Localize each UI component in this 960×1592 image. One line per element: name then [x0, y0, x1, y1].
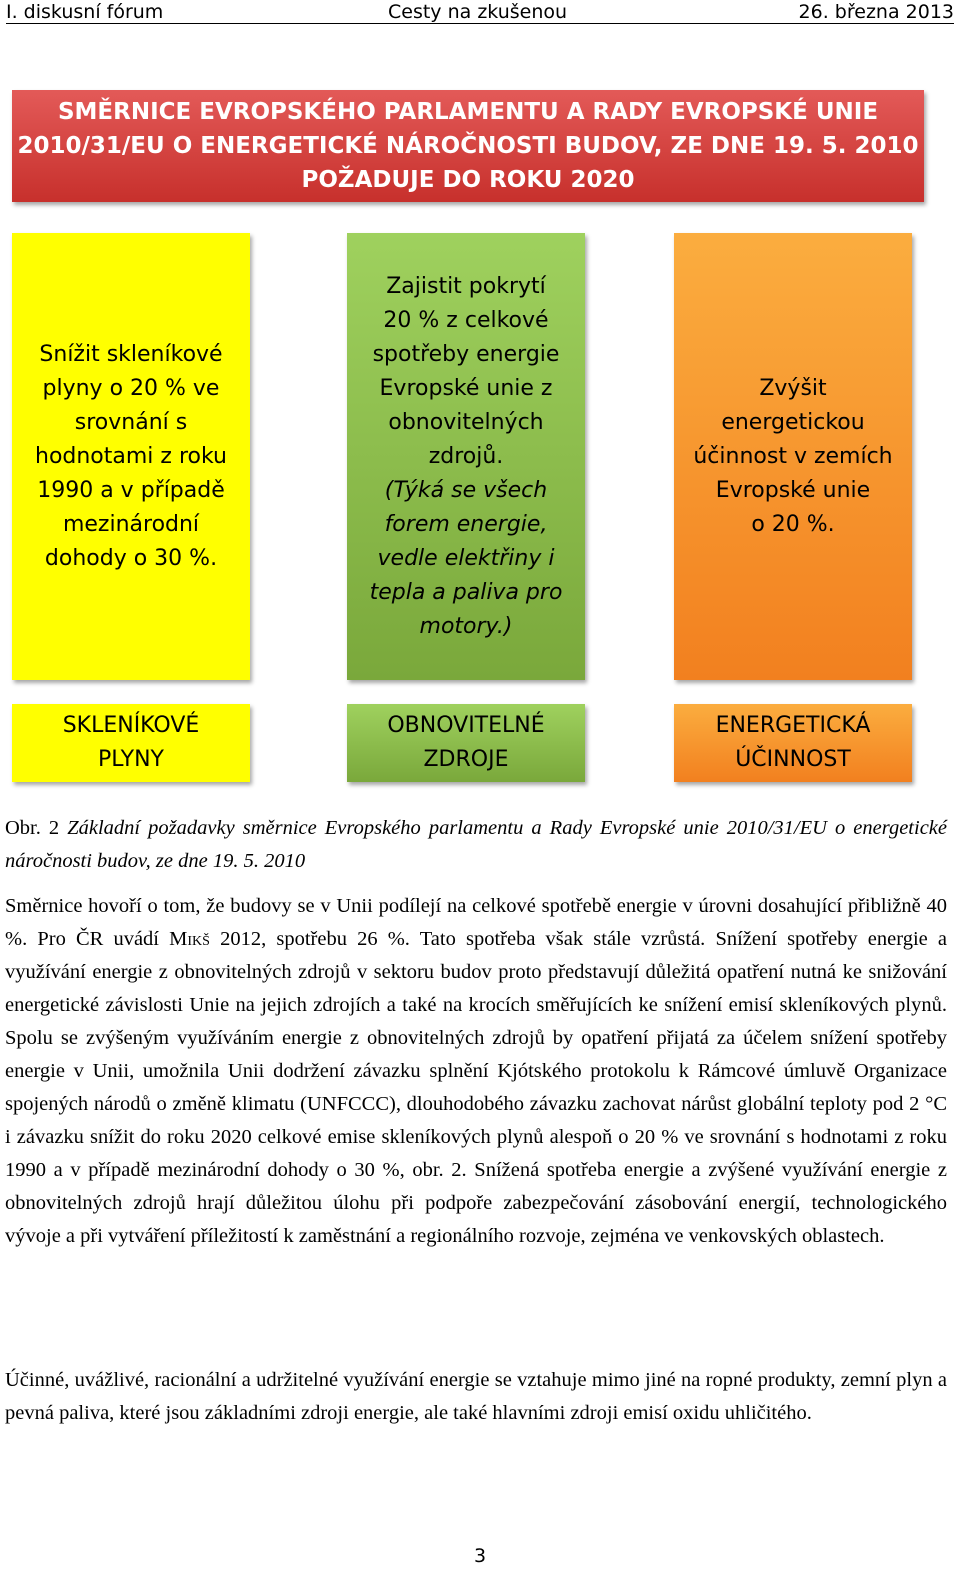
author-name: Mikš	[169, 928, 210, 950]
page-number: 3	[473, 1545, 487, 1567]
box-line: obnovitelných	[388, 409, 544, 435]
diagram-title-box	[12, 90, 924, 202]
box-note-line: (Týká se všech	[384, 477, 548, 503]
box-note-line: vedle elektřiny i	[377, 545, 555, 571]
box-line: 20 % z celkové	[383, 307, 549, 333]
box-line: Evropské unie	[715, 477, 871, 503]
box-line: o 20 %.	[751, 511, 835, 537]
renewables-label-box	[347, 704, 585, 782]
body-paragraph-2: Účinné, uvážlivé, racionální a udržitelné využívání energie se vztahuje mimo jiné na ropné produkty, zemní plyn a pevná paliva, které jsou základními zdroji energie, ale také hlavními zdroji emisí oxidu uhličitého.	[5, 1369, 947, 1424]
box-note-line: motory.)	[419, 613, 513, 639]
greenhouse-label-box	[12, 704, 250, 782]
title-line: 2010/31/EU O ENERGETICKÉ NÁROČNOSTI BUDOV, ZE DNE 19. 5. 2010	[17, 133, 919, 159]
directive-diagram	[0, 80, 960, 800]
title-line: POŽADUJE DO ROKU 2020	[301, 167, 635, 193]
box-line: srovnání s	[74, 409, 188, 435]
box-line: Snížit skleníkové	[39, 341, 223, 367]
header-center: Cesty na zkušenou	[388, 1, 568, 23]
box-line: Zvýšit	[759, 375, 827, 401]
figure-caption	[5, 812, 947, 878]
efficiency-label-box	[674, 704, 912, 782]
box-line: Zajistit pokrytí	[386, 273, 546, 299]
paragraph-text: 2012, spotřebu 26 %. Tato spotřeba však stále vzrůstá. Snížení spotřeby energie a využívání energie z obnovitelných zdrojů v sektoru budov proto představují důležitá opatření nutná ke snižování energetické závislosti Unie na jejich zdrojích a také na krocích směřujících ke snížení emisí skleníkových plynů. Spolu se zvýšeným využíváním energie z obnovitelných zdrojů by opatření přijatá za účelem snížení spotřeby energie v Unii, umožnila Unii dodržení závazku splnění Kjótského protokolu k Rámcové úmluvě Organizace spojených národů o změně klimatu (UNFCCC), dlouhodobého závazku zachovat nárůst globální teploty pod 2 °C i závazku snížit do roku 2020 celkové emise skleníkových plynů alespoň o 20 % ve srovnání s hodnotami z roku 1990 a v případě mezinárodní dohody o 30 %, obr. 2. Snížená spotřeba energie a zvýšené využívání energie z obnovitelných zdrojů hrají důležitou úlohu při podpoře zabezpečování zásobování energií, technologického vývoje a při vytváření příležitostí k zaměstnání a regionálního rozvoje, zejména ve venkovských oblastech.	[5, 928, 947, 1247]
paragraph-text: Směrnice hovoří o tom, že budovy se v Unii podílejí na celkové spotřebě energie v úrovni dosahující přibližně 40 %. Pro ČR uvádí	[5, 895, 947, 950]
page-header	[6, 0, 954, 24]
label-line: SKLENÍKOVÉ	[62, 713, 200, 738]
box-note-line: tepla a paliva pro	[369, 579, 563, 605]
efficiency-target-box	[674, 233, 912, 680]
box-line: spotřeby energie	[372, 341, 560, 367]
caption-text: Základní požadavky směrnice Evropského parlamentu a Rady Evropské unie 2010/31/EU o energetické náročnosti budov, ze dne 19. 5. 2010	[5, 817, 947, 872]
box-line: mezinárodní	[62, 511, 200, 537]
box-line: plyny o 20 % ve	[42, 375, 220, 401]
label-line: ÚČINNOST	[735, 747, 851, 772]
header-date: 26. března 2013	[798, 1, 954, 23]
label-line: ZDROJE	[423, 747, 509, 772]
box-line: hodnotami z roku	[35, 443, 227, 469]
box-note-line: forem energie,	[384, 511, 548, 537]
box-line: dohody o 30 %.	[44, 545, 218, 571]
body-paragraph-1	[5, 890, 947, 1253]
label-line: ENERGETICKÁ	[715, 713, 871, 738]
box-line: 1990 a v případě	[37, 477, 225, 503]
renewables-target-box	[347, 233, 585, 680]
label-line: PLYNY	[98, 747, 164, 772]
box-line: Evropské unie z	[379, 375, 553, 401]
header-left: I. diskusní fórum	[6, 1, 164, 23]
label-line: OBNOVITELNÉ	[387, 713, 545, 738]
greenhouse-target-box	[12, 233, 250, 680]
box-line: energetickou	[721, 409, 865, 435]
caption-prefix: Obr. 2	[5, 817, 60, 839]
box-line: účinnost v zemích	[693, 443, 893, 469]
box-line: zdrojů.	[428, 443, 504, 469]
title-line: SMĚRNICE EVROPSKÉHO PARLAMENTU A RADY EVROPSKÉ UNIE	[57, 99, 879, 125]
